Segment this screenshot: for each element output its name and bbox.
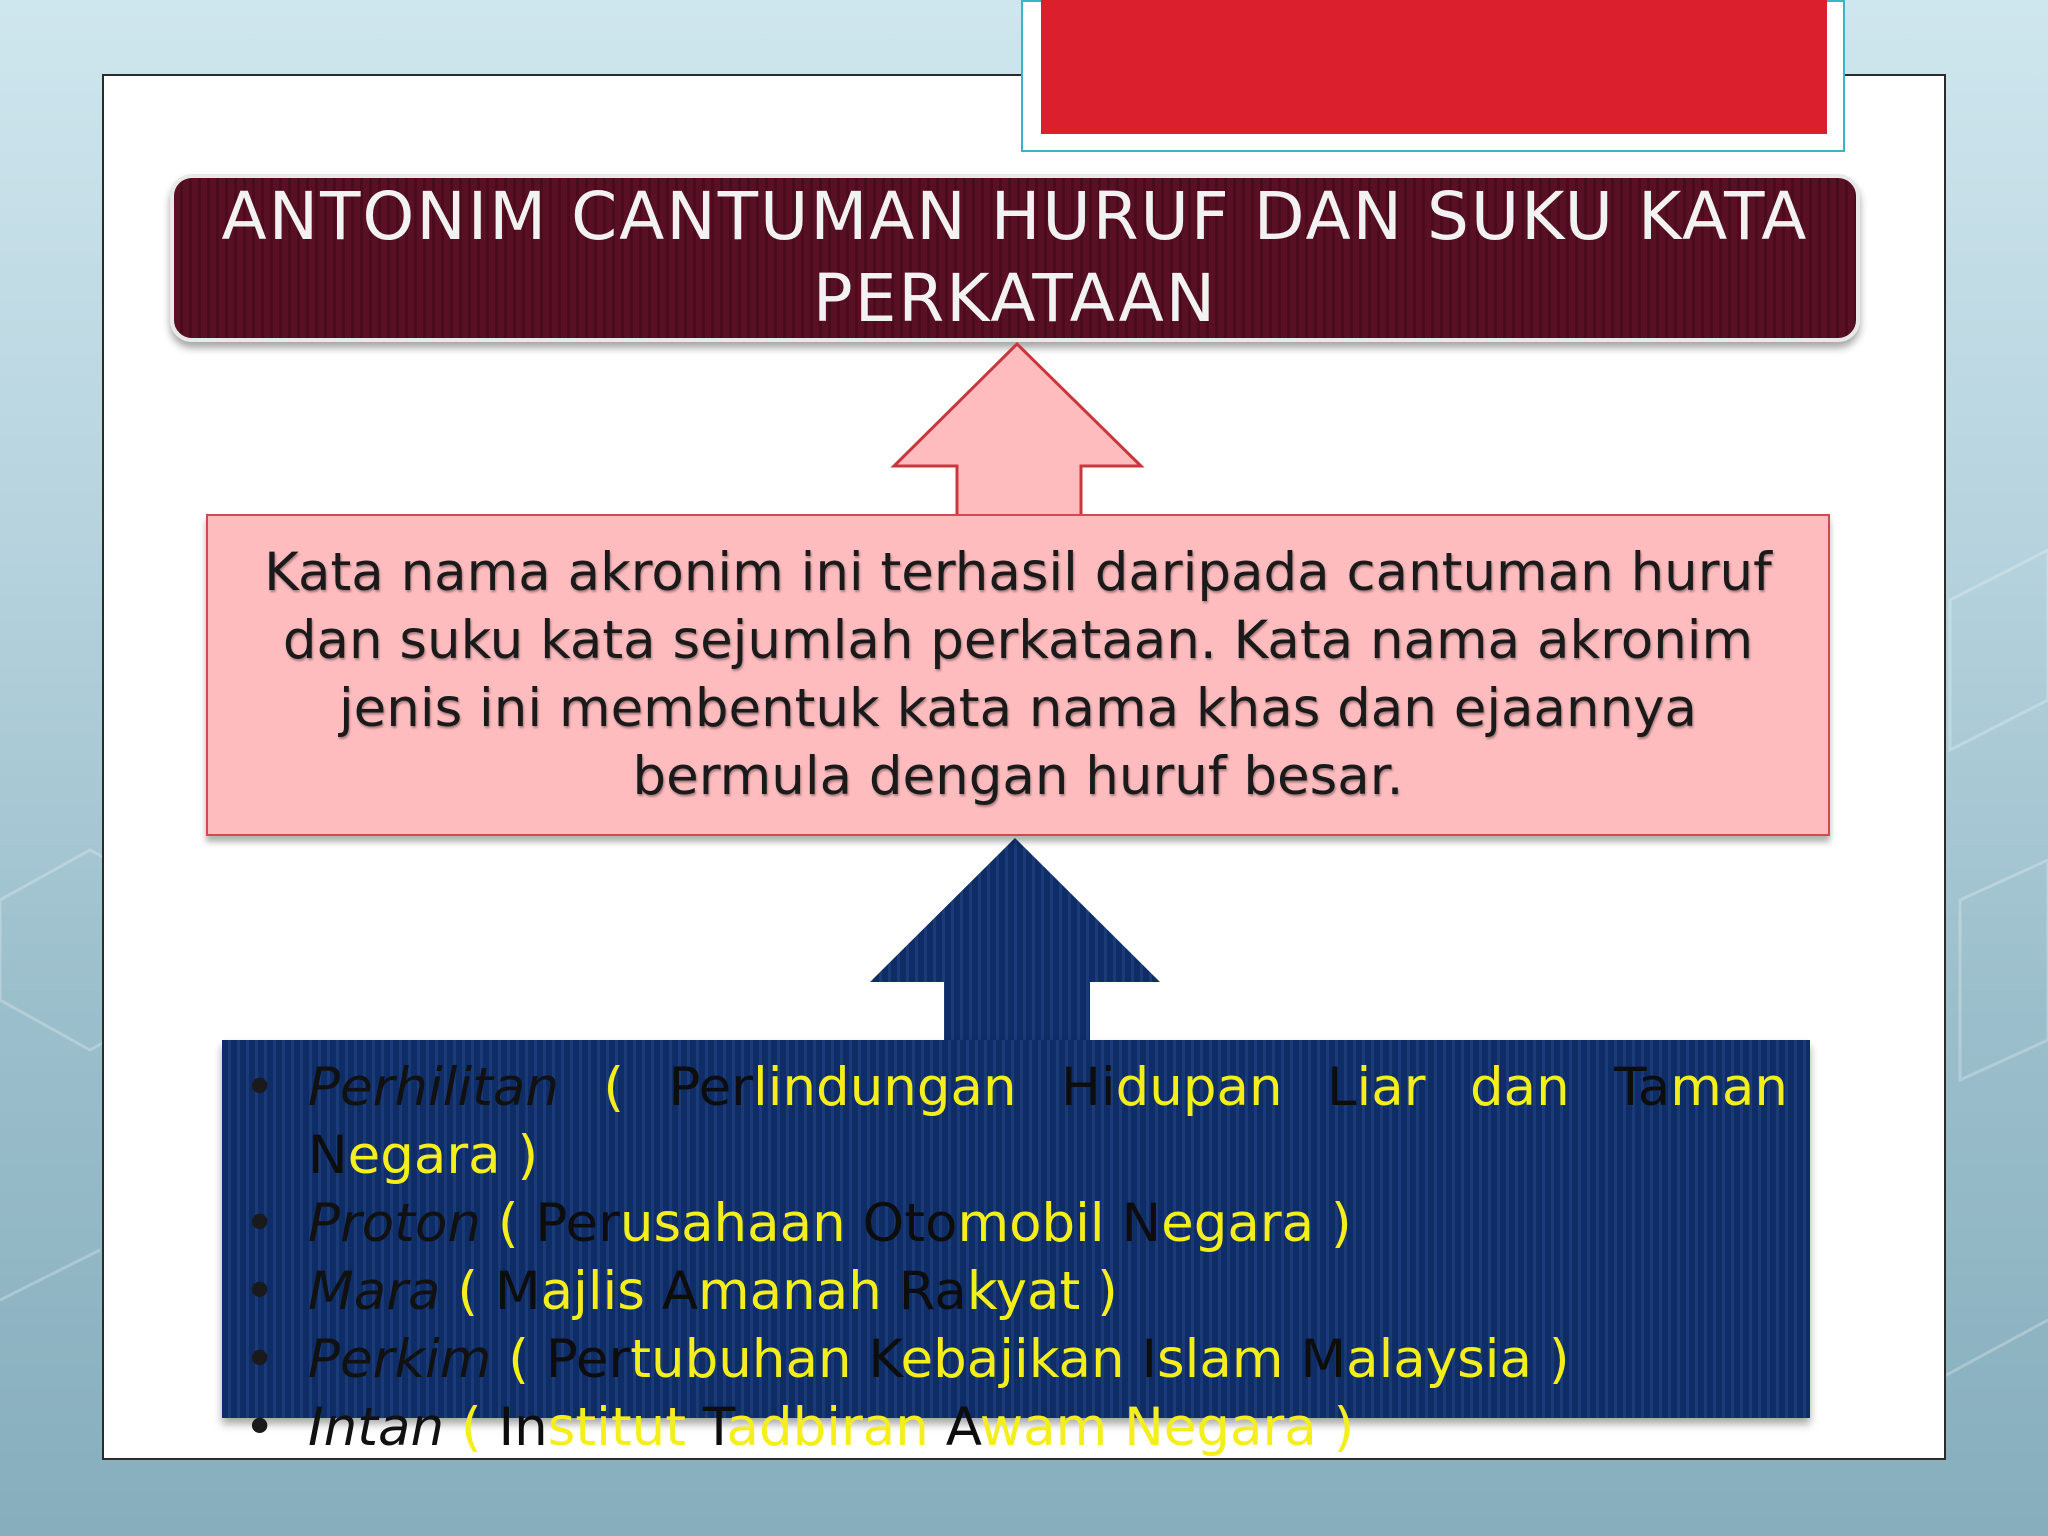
- expansion-word: Malaysia: [1300, 1329, 1532, 1390]
- examples-list: [240, 1054, 1788, 1462]
- expansion-word: Hidupan: [1061, 1057, 1283, 1118]
- expansion-word: Negara: [1121, 1193, 1315, 1254]
- expansion-word: Kebajikan: [868, 1329, 1125, 1390]
- definition-box: [206, 514, 1830, 836]
- expansion-word: Taman: [1614, 1057, 1788, 1118]
- expansion-word: Negara: [1124, 1397, 1317, 1458]
- expansion-word: Otomobil: [862, 1193, 1105, 1254]
- up-arrow-blue-icon: [870, 838, 1160, 1042]
- expansion-word: Islam: [1141, 1329, 1284, 1390]
- expansion-word: Amanah: [661, 1261, 882, 1322]
- slide-title-line-1: ANTONIM CANTUMAN HURUF DAN SUKU KATA: [221, 178, 1809, 255]
- acronym: Proton: [308, 1193, 481, 1254]
- expansion-word: Tadbiran: [702, 1397, 929, 1458]
- definition-text: Kata nama akronim ini terhasil daripada cantuman huruf dan suku kata sejumlah perkataan. Kata nama akronim jenis ini membentuk kata nama khas dan ejaannya bermula dengan huruf besar.: [264, 542, 1772, 807]
- expansion-word: Awam: [945, 1397, 1108, 1458]
- expansion-word: Majlis: [494, 1261, 645, 1322]
- expansion-word: Negara: [308, 1125, 501, 1186]
- acronym: Perhilitan: [308, 1057, 559, 1118]
- expansion-word: dan: [1469, 1057, 1570, 1118]
- expansion-word: Pertubuhan: [545, 1329, 852, 1390]
- list-item: • Perkim ( Pertubuhan Kebajikan Islam Malaysia ): [240, 1326, 1788, 1394]
- acronym: Intan: [308, 1397, 445, 1458]
- acronym: Mara: [308, 1261, 441, 1322]
- expansion-word: Rakyat: [898, 1261, 1081, 1322]
- slide-title-line-2: PERKATAAN: [812, 260, 1218, 337]
- expansion-word: Perlindungan: [668, 1057, 1017, 1118]
- up-arrow-pink-icon: [894, 344, 1141, 516]
- expansion-word: Liar: [1327, 1057, 1426, 1118]
- list-item: • Mara ( Majlis Amanah Rakyat ): [240, 1258, 1788, 1326]
- expansion-word: Perusahaan: [535, 1193, 846, 1254]
- list-item: • Proton ( Perusahaan Otomobil Negara ): [240, 1190, 1788, 1258]
- acronym: Perkim: [308, 1329, 492, 1390]
- list-item: • Intan ( Institut Tadbiran Awam Negara ): [240, 1394, 1788, 1462]
- list-item: • Perhilitan ( Perlindungan Hidupan Liar dan Taman Negara ): [240, 1054, 1788, 1190]
- expansion-word: Institut: [498, 1397, 686, 1458]
